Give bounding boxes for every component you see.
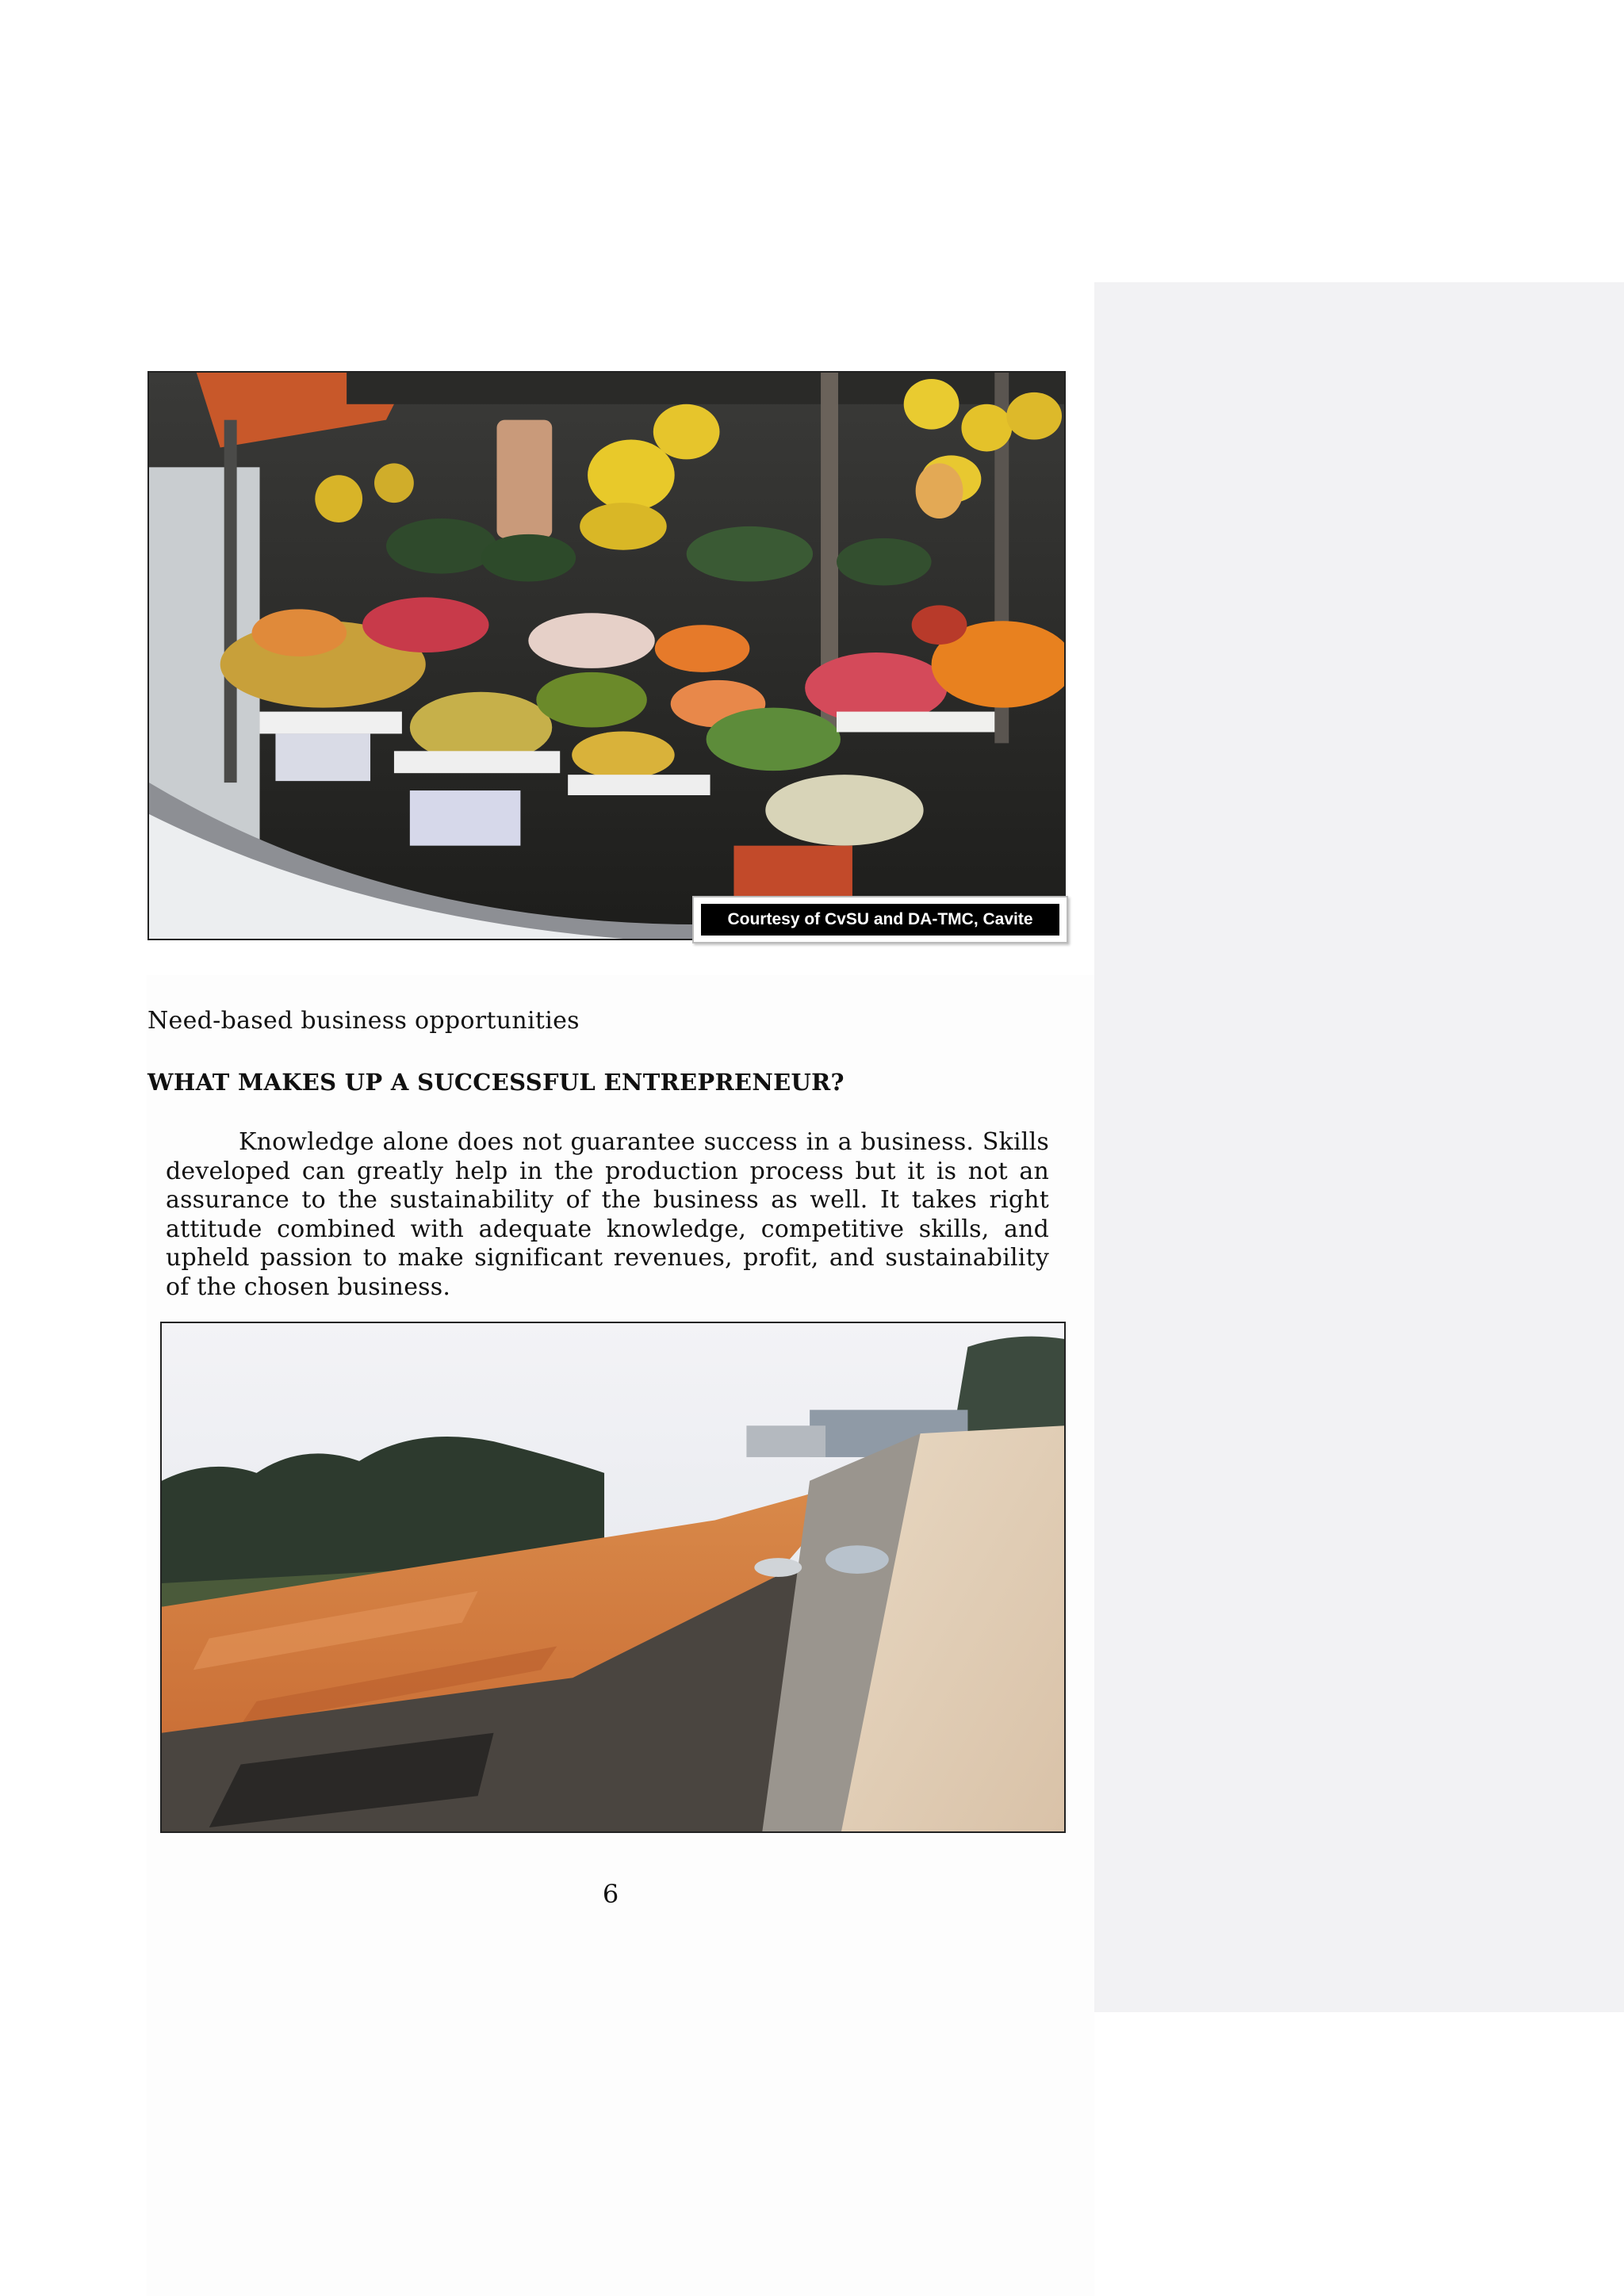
body-paragraph: Knowledge alone does not guarantee success in a business. Skills developed can greatly help in the production process but it is not an assurance to the sustainability of the business as well. It takes right attitude combined with adequate knowledge, competitive skills, and upheld passion to make significant revenues, profit, and sustainability of the chosen business.	[166, 1128, 1049, 1301]
page-number: 6	[602, 1879, 619, 1909]
photo-credit: Courtesy of CvSU and DA-TMC, Cavite	[701, 904, 1059, 936]
fruit-stand-illustration	[149, 373, 1064, 939]
fruit-stand-photo	[147, 371, 1066, 940]
comment-margin-panel	[1094, 282, 1624, 2012]
drying-field-photo	[160, 1322, 1066, 1833]
drying-field-illustration	[162, 1323, 1064, 1831]
section-heading: WHAT MAKES UP A SUCCESSFUL ENTREPRENEUR?	[147, 1069, 845, 1096]
photo-credit-frame	[692, 896, 1068, 943]
figure-caption: Need-based business opportunities	[147, 1007, 580, 1035]
